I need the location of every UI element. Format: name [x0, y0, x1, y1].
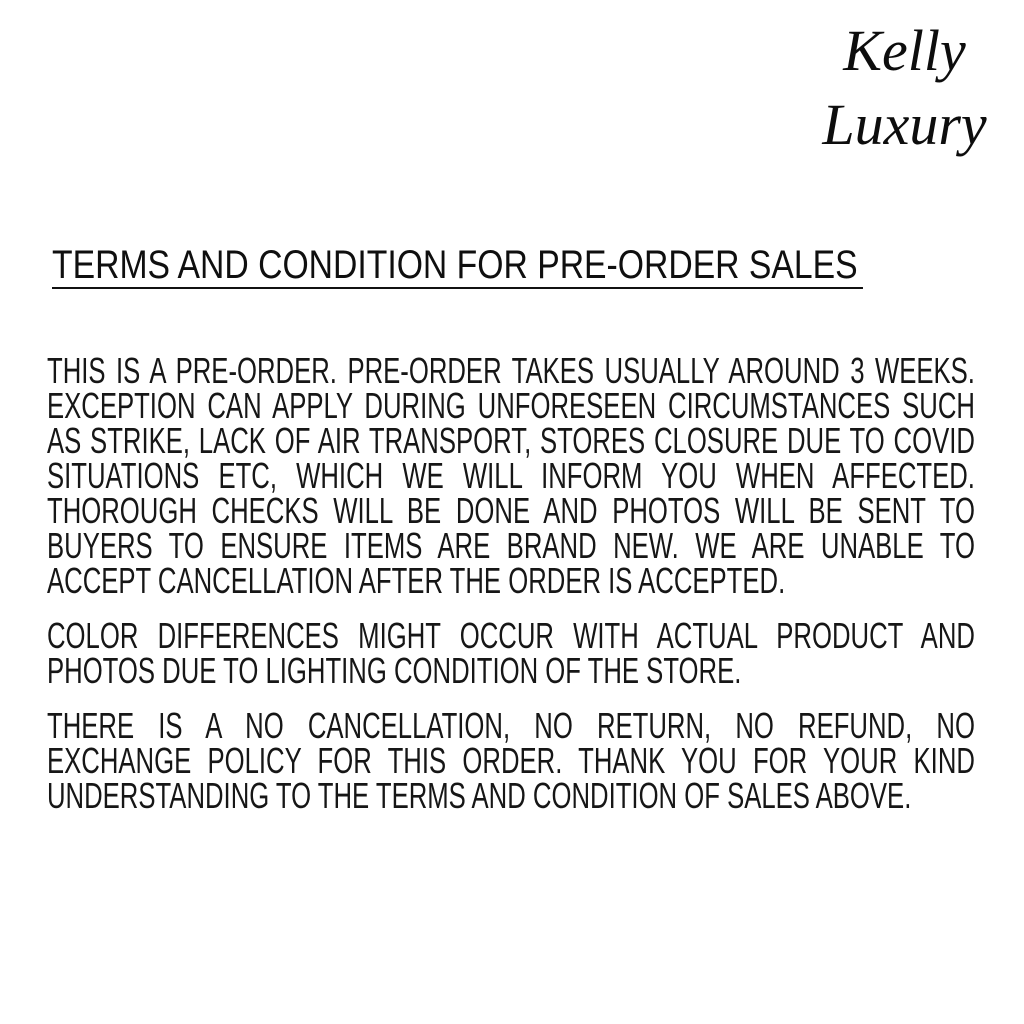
text-line: AS STRIKE, LACK OF AIR TRANSPORT, STORES CLOSURE DUE TO COVID	[47, 420, 975, 461]
page-title: TERMS AND CONDITION FOR PRE-ORDER SALES	[52, 243, 863, 289]
text-line: PHOTOS DUE TO LIGHTING CONDITION OF THE STORE.	[47, 650, 742, 691]
page-title-container	[52, 243, 1014, 289]
text-line: THIS IS A PRE-ORDER. PRE-ORDER TAKES USUALLY AROUND 3 WEEKS.	[47, 350, 975, 391]
text-line: SITUATIONS ETC, WHICH WE WILL INFORM YOU WHEN AFFECTED.	[47, 455, 975, 496]
text-line: THOROUGH CHECKS WILL BE DONE AND PHOTOS WILL BE SENT TO	[47, 490, 975, 531]
kelly-luxury-logo	[797, 14, 1012, 162]
text-line: EXCEPTION CAN APPLY DURING UNFORESEEN CIRCUMSTANCES SUCH	[47, 385, 975, 426]
paragraph-color-difference	[47, 615, 975, 691]
logo-line-kelly: Kelly	[843, 18, 966, 83]
text-line: THERE IS A NO CANCELLATION, NO RETURN, NO REFUND, NO	[47, 705, 975, 746]
text-line: BUYERS TO ENSURE ITEMS ARE BRAND NEW. WE ARE UNABLE TO	[47, 525, 975, 566]
paragraph-no-cancellation-policy	[47, 705, 975, 816]
text-line: COLOR DIFFERENCES MIGHT OCCUR WITH ACTUAL PRODUCT AND	[47, 615, 975, 656]
text-line: ACCEPT CANCELLATION AFTER THE ORDER IS ACCEPTED.	[47, 560, 786, 601]
paragraph-preorder-terms	[47, 350, 975, 601]
text-line: UNDERSTANDING TO THE TERMS AND CONDITION OF SALES ABOVE.	[47, 775, 912, 816]
logo-line-luxury: Luxury	[822, 92, 987, 157]
terms-body-text	[47, 350, 975, 833]
text-line: EXCHANGE POLICY FOR THIS ORDER. THANK YOU FOR YOUR KIND	[47, 740, 975, 781]
